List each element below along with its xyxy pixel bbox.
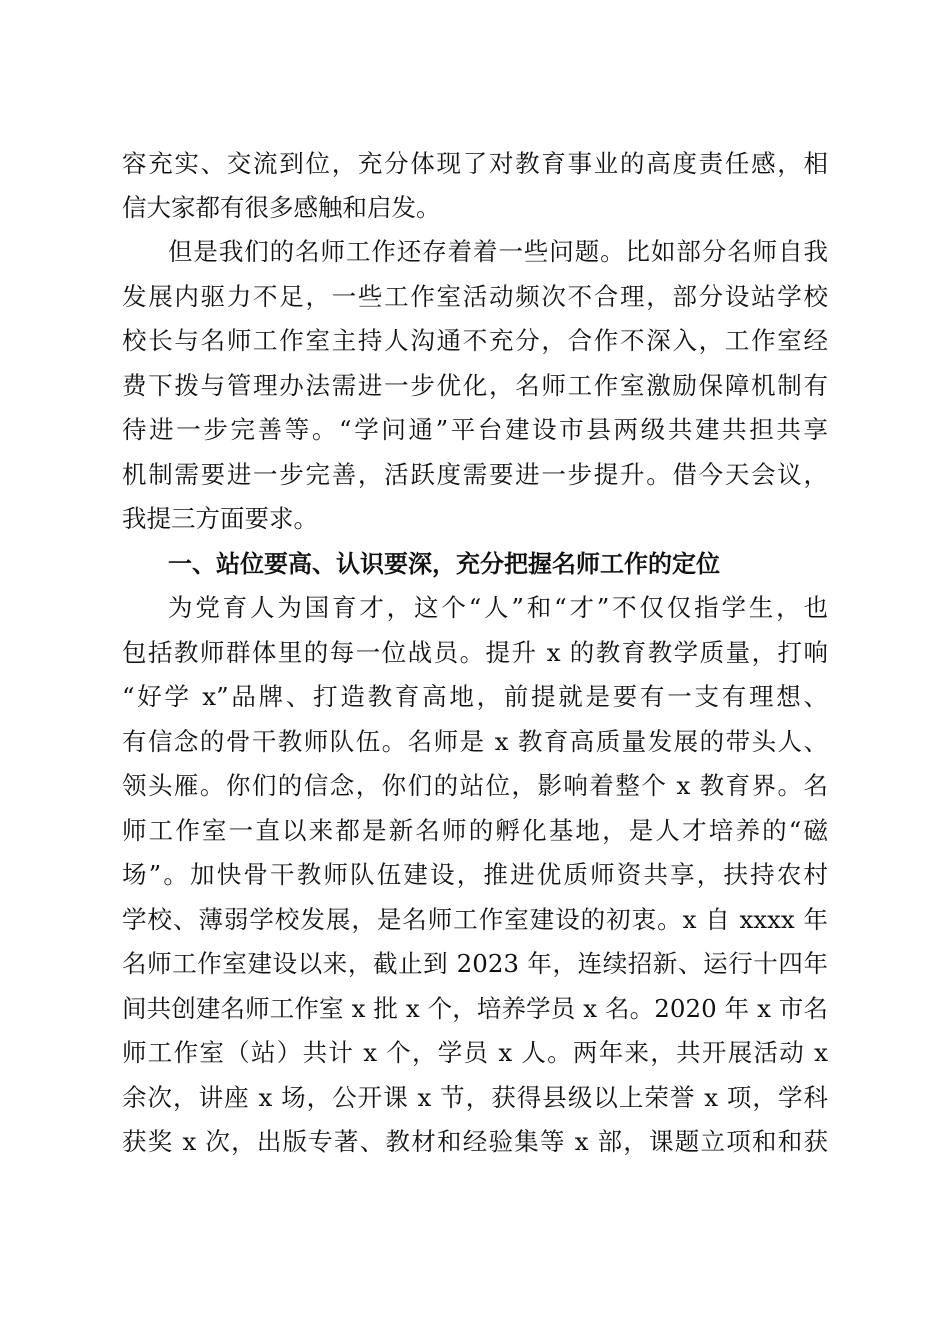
text-line: 师工作室一直以来都是新名师的孵化基地，是人才培养的“磁 [122,816,828,845]
paragraph-start: 为党育人为国育才，这个“人”和“才”不仅仅指学生，也 [168,593,828,622]
text-line: 包括教师群体里的每一位战员。提升 x 的教育教学质量，打响 [122,638,828,667]
section-heading: 一、站位要高、认识要深，充分把握名师工作的定位 [168,550,720,578]
text-line: 领头雁。你们的信念，你们的站位，影响着整个 x 教育界。名 [122,771,828,800]
text-line: 余次，讲座 x 场，公开课 x 节，获得县级以上荣誉 x 项，学科 [122,1083,828,1112]
text-line: 师工作室（站）共计 x 个，学员 x 人。两年来，共开展活动 x [122,1038,828,1067]
text-line: 容充实、交流到位，充分体现了对教育事业的高度责任感，相 [122,149,828,178]
text-line: 有信念的骨干教师队伍。名师是 x 教育高质量发展的带头人、 [122,727,828,756]
text-line: 信大家都有很多感触和启发。 [122,193,441,222]
text-line: 待进一步完善等。“学问通”平台建设市县两级共建共担共享 [122,415,828,444]
text-line: 获奖 x 次，出版专著、教材和经验集等 x 部，课题立项和和获 [122,1127,828,1156]
text-line: 校长与名师工作室主持人沟通不充分，合作不深入，工作室经 [122,326,828,355]
text-line: 学校、薄弱学校发展，是名师工作室建设的初衷。x 自 xxxx 年 [122,905,828,934]
text-line: 我提三方面要求。 [122,504,318,533]
text-line: 发展内驱力不足，一些工作室活动频次不合理，部分设站学校 [122,282,828,311]
text-line: 间共创建名师工作室 x 批 x 个，培养学员 x 名。2020 年 x 市名 [122,994,828,1023]
text-line: 机制需要进一步完善，活跃度需要进一步提升。借今天会议， [122,460,828,489]
text-line: 场”。加快骨干教师队伍建设，推进优质师资共享，扶持农村 [122,860,828,889]
text-line: 名师工作室建设以来，截止到 2023 年，连续招新、运行十四年 [122,949,828,978]
text-line: 费下拨与管理办法需进一步优化，名师工作室激励保障机制有 [122,371,828,400]
paragraph-start: 但是我们的名师工作还存着着一些问题。比如部分名师自我 [168,237,828,266]
text-line: “好学 x”品牌、打造教育高地，前提就是要有一支有理想、 [122,682,828,711]
